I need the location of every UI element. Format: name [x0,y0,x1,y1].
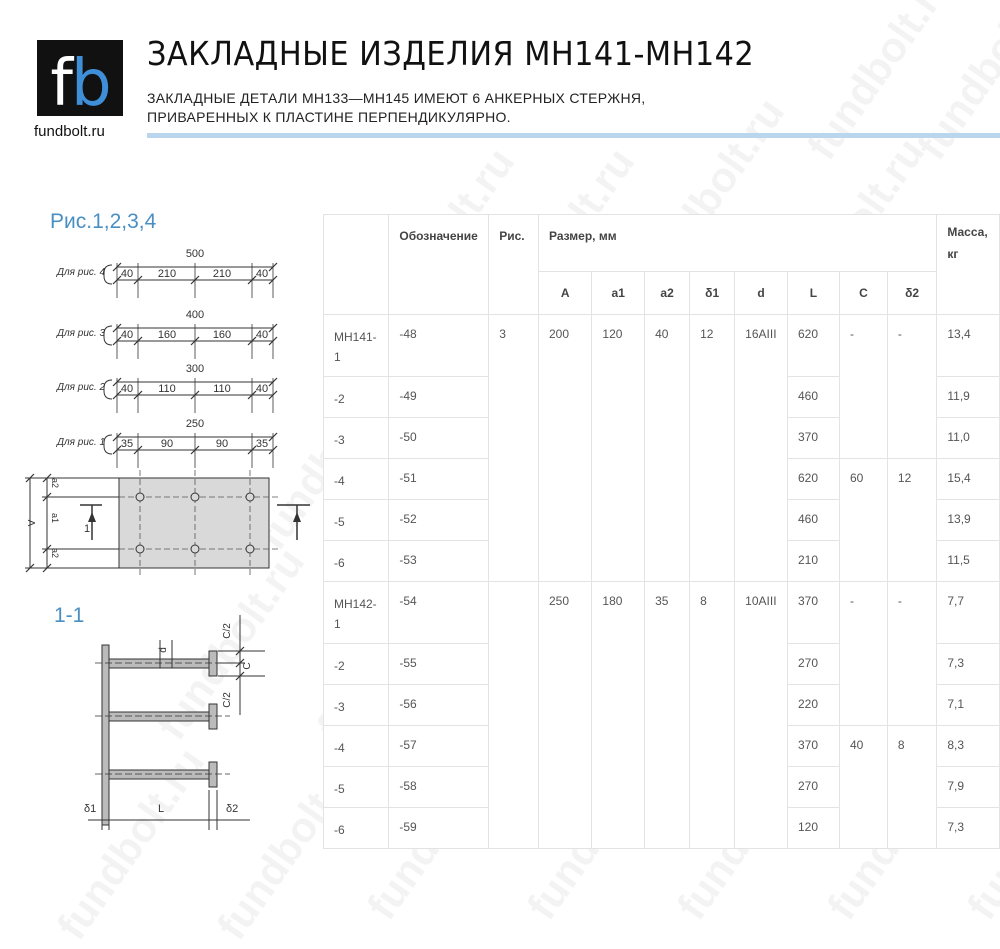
cell-mass: 11,0 [937,418,1000,459]
cell-d1: 8 [690,582,735,644]
dim-label-d: d [158,647,169,653]
cell-d [735,459,788,500]
cell-a2 [645,808,690,849]
cell-L: 460 [787,377,839,418]
cell-code: -48 [389,315,489,377]
cell-fig [489,644,539,685]
cell-mass: 15,4 [937,459,1000,500]
cell-C: - [839,582,887,644]
cell-a1 [592,685,645,726]
cell-C: - [839,315,887,377]
cell-code: -55 [389,644,489,685]
subtitle-line-2: ПРИВАРЕННЫХ К ПЛАСТИНЕ ПЕРПЕНДИКУЛЯРНО. [147,109,511,125]
cell-C [839,418,887,459]
section-mark-left: 1 [84,523,91,535]
dim-part-label: 35 [120,438,134,450]
cell-d2: 12 [887,459,936,500]
dim-part-label: 90 [160,438,174,450]
logo-letter-b: b [70,47,110,121]
cell-A [538,685,591,726]
cell-mark: -3 [324,685,389,726]
cell-L: 210 [787,541,839,582]
header-sub-2: а2 [645,272,690,315]
cell-code: -56 [389,685,489,726]
dim-part-label: 40 [120,329,134,341]
cell-mass: 11,9 [937,377,1000,418]
cell-fig: 3 [489,315,539,377]
dim-part-label: 40 [255,383,269,395]
table-row [324,377,1000,418]
cell-d1 [690,459,735,500]
dim-label-a2-lower: a2 [50,547,60,559]
cell-a1: 120 [592,315,645,377]
dim-part-label: 210 [212,268,232,280]
cell-code: -58 [389,767,489,808]
cell-fig [489,582,539,644]
cell-a2: 35 [645,582,690,644]
cell-fig [489,726,539,767]
cell-mass: 7,3 [937,808,1000,849]
cell-d2 [887,767,936,808]
table-row [324,685,1000,726]
dim-part-label: 160 [157,329,177,341]
cell-C: 40 [839,726,887,767]
cell-code: -53 [389,541,489,582]
cell-mass: 11,5 [937,541,1000,582]
cell-a1 [592,767,645,808]
plate [119,478,269,568]
cell-d2: - [887,582,936,644]
cell-A: 250 [538,582,591,644]
cell-d [735,644,788,685]
dim-label-a1: a1 [50,512,60,524]
cell-a1 [592,500,645,541]
header-sub-7: δ2 [887,272,936,315]
header-sub-5: L [787,272,839,315]
cell-C [839,500,887,541]
logo-site-name[interactable]: fundbolt.ru [34,123,105,140]
dim-part-label: 110 [213,383,231,395]
cell-A [538,726,591,767]
cell-A [538,418,591,459]
cell-L: 620 [787,459,839,500]
cell-L: 370 [787,726,839,767]
cell-mark: -2 [324,644,389,685]
cell-A [538,541,591,582]
dim-part-label: 90 [215,438,229,450]
cell-mass: 13,4 [937,315,1000,377]
header-sub-6: С [839,272,887,315]
anchor-hole [136,545,144,553]
cell-a1 [592,726,645,767]
cell-a1 [592,808,645,849]
cell-d2 [887,377,936,418]
cell-a2 [645,459,690,500]
cell-mark: -6 [324,541,389,582]
dim-part-label: 210 [157,268,177,280]
cell-a2 [645,767,690,808]
dim-part-label: 35 [255,438,269,450]
cell-fig [489,500,539,541]
dim-label-L: L [158,803,165,815]
cell-d [735,767,788,808]
dim-label-c-half-top: C/2 [222,623,233,639]
dim-total-label: 300 [185,363,205,375]
table-row [324,644,1000,685]
cell-d [735,418,788,459]
cell-mass: 7,3 [937,644,1000,685]
cell-a2 [645,685,690,726]
table-row [324,726,1000,767]
cell-d1 [690,644,735,685]
table-row [324,767,1000,808]
cell-a2: 40 [645,315,690,377]
table-row [324,808,1000,849]
cell-a2 [645,500,690,541]
cell-d2 [887,500,936,541]
cell-d2: - [887,315,936,377]
cell-A [538,500,591,541]
cell-fig [489,459,539,500]
dim-label-A: A [25,519,36,527]
dim-label-delta1: δ1 [84,803,97,815]
page-title: ЗАКЛАДНЫЕ ИЗДЕЛИЯ МН141-МН142 [147,34,755,73]
dim-label-c: C [242,662,253,670]
cell-d2 [887,644,936,685]
cell-d1 [690,767,735,808]
dim-part-label: 40 [255,268,269,280]
cell-d2 [887,418,936,459]
dim-row-label: Для рис. 3 [57,328,106,339]
cell-mark: -5 [324,500,389,541]
header-sub-4: d [735,272,788,315]
cell-d: 16АIII [735,315,788,377]
header-sub-3: δ1 [690,272,735,315]
dim-row-label: Для рис. 1 [57,437,106,448]
anchor-hole [136,493,144,501]
cell-mass: 7,9 [937,767,1000,808]
cell-fig [489,377,539,418]
cell-C [839,377,887,418]
cell-d1 [690,541,735,582]
cell-a2 [645,377,690,418]
cell-a1 [592,377,645,418]
cell-mass: 7,7 [937,582,1000,644]
cell-d1 [690,377,735,418]
cell-C [839,767,887,808]
table-row [324,500,1000,541]
cell-d1: 12 [690,315,735,377]
cell-a1 [592,644,645,685]
dim-part-label: 40 [120,268,134,280]
cell-C [839,644,887,685]
cell-fig [489,541,539,582]
cell-mark: -3 [324,418,389,459]
cell-L: 120 [787,808,839,849]
cell-mark: МН142-1 [324,582,389,644]
cell-d [735,541,788,582]
dim-total-label: 250 [185,418,205,430]
cell-L: 220 [787,685,839,726]
cell-mass: 8,3 [937,726,1000,767]
cell-mark: -5 [324,767,389,808]
dim-label-delta2: δ2 [226,803,239,815]
cell-mark: -2 [324,377,389,418]
cell-L: 270 [787,644,839,685]
cell-d1 [690,418,735,459]
cell-fig [489,418,539,459]
table-row [324,418,1000,459]
dimension-row [56,363,277,413]
cell-L: 460 [787,500,839,541]
cell-d1 [690,726,735,767]
cell-d [735,377,788,418]
subtitle-line-1: ЗАКЛАДНЫЕ ДЕТАЛИ МН133—МН145 ИМЕЮТ 6 АНКЕРНЫХ СТЕРЖНЯ, [147,90,646,106]
anchor-rods [109,659,209,779]
table-row [324,315,1000,377]
header-mark [324,215,389,315]
table-row [324,459,1000,500]
cell-mass: 13,9 [937,500,1000,541]
cell-code: -50 [389,418,489,459]
dim-part-label: 40 [255,329,269,341]
cell-a2 [645,644,690,685]
logo-letter-f: f [50,47,71,121]
cell-C [839,808,887,849]
cell-fig [489,767,539,808]
watermark-text [908,0,1000,169]
cell-mark: -6 [324,808,389,849]
header-sub-1: а1 [592,272,645,315]
cell-code: -49 [389,377,489,418]
cell-L: 370 [787,418,839,459]
cell-d2 [887,808,936,849]
watermark-text [798,0,964,169]
cell-d: 10АIII [735,582,788,644]
cell-C: 60 [839,459,887,500]
technical-drawing [0,0,320,850]
cell-C [839,541,887,582]
cell-fig [489,808,539,849]
cell-L: 270 [787,767,839,808]
header-sub-0: А [538,272,591,315]
header-size: Размер, мм [538,215,936,272]
cell-d [735,500,788,541]
dim-total-label: 500 [185,248,205,260]
dimension-row [56,309,277,359]
cell-mass: 7,1 [937,685,1000,726]
section-view [88,615,265,830]
dim-total-label: 400 [185,309,205,321]
plate-plan [25,470,310,575]
anchor-hole [191,493,199,501]
figure-label: Рис.1,2,3,4 [50,210,157,233]
rod-heads [209,651,217,787]
cell-a1 [592,541,645,582]
dim-part-label: 160 [212,329,232,341]
anchor-hole [191,545,199,553]
cell-C [839,685,887,726]
table-row [324,541,1000,582]
product-table [323,214,1000,849]
cell-d1 [690,808,735,849]
cell-code: -59 [389,808,489,849]
cell-a1 [592,459,645,500]
dim-row-label: Для рис. 4 [57,267,106,278]
cell-a2 [645,418,690,459]
cell-d [735,685,788,726]
dim-label-a2: a2 [50,477,60,489]
cell-A [538,808,591,849]
table-row [324,582,1000,644]
cell-A [538,459,591,500]
cell-code: -52 [389,500,489,541]
cell-A [538,767,591,808]
cell-code: -57 [389,726,489,767]
dimension-rows [56,248,277,468]
header-designation: Обозначение [389,215,489,315]
header-mass: Масса, кг [937,215,1000,315]
dim-label-c-half-bottom: C/2 [222,692,233,708]
cell-mark: МН141-1 [324,315,389,377]
cell-d2: 8 [887,726,936,767]
cell-mark: -4 [324,459,389,500]
cell-d2 [887,541,936,582]
cell-L: 370 [787,582,839,644]
cell-a1: 180 [592,582,645,644]
cell-mark: -4 [324,726,389,767]
cell-d [735,808,788,849]
cell-A [538,377,591,418]
cell-A: 200 [538,315,591,377]
anchor-hole [246,545,254,553]
anchor-hole [246,493,254,501]
cell-d1 [690,685,735,726]
dim-row-label: Для рис. 2 [57,382,106,393]
cell-fig [489,685,539,726]
dim-part-label: 110 [158,383,176,395]
table-body [324,315,1000,849]
cell-code: -51 [389,459,489,500]
cell-A [538,644,591,685]
section-plate [102,645,109,825]
dim-part-label: 40 [120,383,134,395]
section-label: 1-1 [54,604,85,627]
cell-d2 [887,685,936,726]
dimension-row [56,418,277,468]
header-fig: Рис. [489,215,539,315]
cell-a2 [645,541,690,582]
cell-a2 [645,726,690,767]
cell-d [735,726,788,767]
cell-d1 [690,500,735,541]
dimension-row [56,248,277,298]
table-header-row [324,215,1000,272]
cell-code: -54 [389,582,489,644]
cell-a1 [592,418,645,459]
cell-L: 620 [787,315,839,377]
